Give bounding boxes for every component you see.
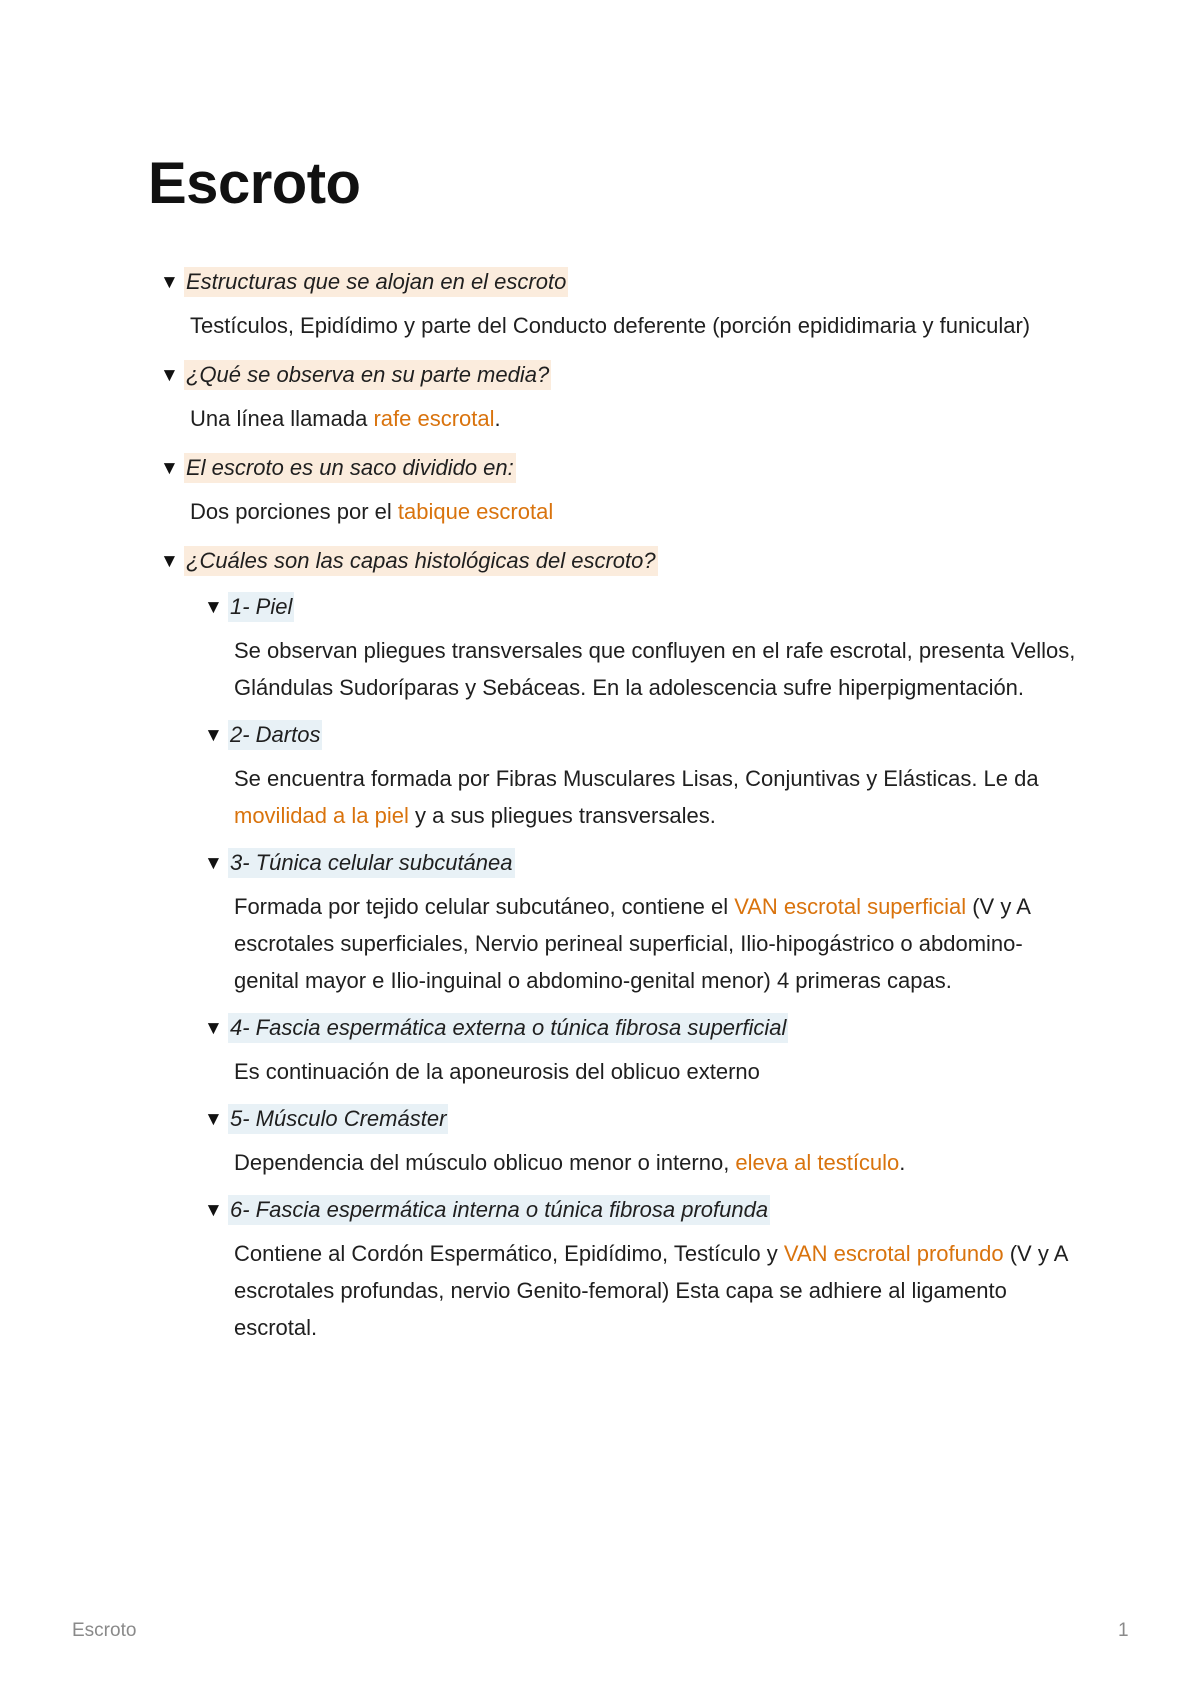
toggle-header[interactable] bbox=[204, 846, 1080, 880]
toggle-middle-part bbox=[160, 358, 1080, 437]
toggle-layer-dartos bbox=[204, 718, 1080, 834]
toggle-label: El escroto es un saco dividido en: bbox=[184, 453, 516, 483]
toggle-header[interactable] bbox=[160, 451, 1080, 485]
page-number: 1 bbox=[1118, 1620, 1129, 1641]
toggle-header[interactable] bbox=[160, 544, 1080, 578]
toggle-label: 1- Piel bbox=[228, 592, 294, 622]
layers-list bbox=[204, 590, 1080, 1346]
highlighted-term: movilidad a la piel bbox=[234, 803, 409, 828]
toggle-header[interactable] bbox=[204, 1102, 1080, 1136]
toggle-content: Se observan pliegues transversales que confluyen en el rafe escrotal, presenta Vellos, Glándulas Sudoríparas y Sebáceas. En la adolescencia sufre hiperpigmentación. bbox=[234, 638, 1076, 700]
toggle-label: 6- Fascia espermática interna o túnica fibrosa profunda bbox=[228, 1195, 770, 1225]
toggle-header[interactable] bbox=[204, 718, 1080, 752]
toggle-layer-tunica-celular bbox=[204, 846, 1080, 999]
body-text: Una línea llamada bbox=[190, 406, 374, 431]
toggle-layer-cremaster bbox=[204, 1102, 1080, 1181]
triangle-down-icon[interactable]: ▼ bbox=[160, 457, 179, 479]
footer-title: Escroto bbox=[72, 1620, 137, 1641]
toggle-label: 2- Dartos bbox=[228, 720, 322, 750]
toggle-structures bbox=[160, 265, 1080, 344]
highlighted-term: VAN escrotal profundo bbox=[783, 1241, 1004, 1266]
page-title: Escroto bbox=[148, 151, 361, 216]
body-text: (V y A escrotales superficiales, Nervio perineal superficial, Ilio-hipogástrico o abdomino-genital mayor e Ilio-inguinal o abdomino-genital menor) 4 primeras capas. bbox=[234, 894, 1030, 993]
toggle-header[interactable] bbox=[160, 358, 1080, 392]
highlighted-term: rafe escrotal bbox=[373, 406, 495, 431]
body-text: Formada por tejido celular subcutáneo, contiene el bbox=[234, 894, 735, 919]
body-text: Se encuentra formada por Fibras Musculares Lisas, Conjuntivas y Elásticas. Le da bbox=[234, 766, 1039, 791]
triangle-down-icon[interactable]: ▼ bbox=[204, 1108, 223, 1130]
toggle-label: 5- Músculo Cremáster bbox=[228, 1104, 448, 1134]
triangle-down-icon[interactable]: ▼ bbox=[204, 724, 223, 746]
toggle-content bbox=[234, 888, 1080, 999]
highlighted-term: eleva al testículo bbox=[735, 1150, 900, 1175]
triangle-down-icon[interactable]: ▼ bbox=[204, 852, 223, 874]
document-body bbox=[160, 265, 1080, 1360]
body-text: . bbox=[899, 1150, 906, 1175]
triangle-down-icon[interactable]: ▼ bbox=[204, 596, 223, 618]
toggle-label: ¿Cuáles son las capas histológicas del escroto? bbox=[184, 546, 658, 576]
toggle-histological-layers bbox=[160, 544, 1080, 1346]
toggle-content: Es continuación de la aponeurosis del oblicuo externo bbox=[234, 1059, 760, 1084]
toggle-label: 3- Túnica celular subcutánea bbox=[228, 848, 515, 878]
toggle-header[interactable] bbox=[204, 1011, 1080, 1045]
body-text: . bbox=[494, 406, 501, 431]
triangle-down-icon[interactable]: ▼ bbox=[204, 1199, 223, 1221]
toggle-divided-sac bbox=[160, 451, 1080, 530]
toggle-header[interactable] bbox=[204, 1193, 1080, 1227]
triangle-down-icon[interactable]: ▼ bbox=[160, 271, 179, 293]
toggle-content bbox=[234, 760, 1080, 834]
body-text: y a sus pliegues transversales. bbox=[408, 803, 716, 828]
body-text: Dos porciones por el bbox=[190, 499, 398, 524]
body-text: (V y A escrotales profundas, nervio Genito-femoral) Esta capa se adhiere al ligamento escrotal. bbox=[234, 1241, 1068, 1340]
body-text: Dependencia del músculo oblicuo menor o interno, bbox=[234, 1150, 736, 1175]
toggle-layer-fascia-interna bbox=[204, 1193, 1080, 1346]
highlighted-term: tabique escrotal bbox=[397, 499, 554, 524]
toggle-layer-piel bbox=[204, 590, 1080, 706]
toggle-content: Testículos, Epidídimo y parte del Conducto deferente (porción epididimaria y funicular) bbox=[190, 313, 1031, 338]
toggle-layer-fascia-externa bbox=[204, 1011, 1080, 1090]
toggle-content bbox=[234, 1144, 1080, 1181]
highlighted-term: VAN escrotal superficial bbox=[734, 894, 967, 919]
toggle-content bbox=[190, 400, 1080, 437]
body-text: Contiene al Cordón Espermático, Epidídimo, Testículo y bbox=[234, 1241, 784, 1266]
toggle-label: ¿Qué se observa en su parte media? bbox=[184, 360, 551, 390]
toggle-header[interactable] bbox=[160, 265, 1080, 299]
toggle-label: 4- Fascia espermática externa o túnica fibrosa superficial bbox=[228, 1013, 788, 1043]
triangle-down-icon[interactable]: ▼ bbox=[160, 550, 179, 572]
triangle-down-icon[interactable]: ▼ bbox=[204, 1017, 223, 1039]
toggle-label: Estructuras que se alojan en el escroto bbox=[184, 267, 568, 297]
triangle-down-icon[interactable]: ▼ bbox=[160, 364, 179, 386]
toggle-content bbox=[190, 493, 1080, 530]
toggle-header[interactable] bbox=[204, 590, 1080, 624]
toggle-content bbox=[234, 1235, 1080, 1346]
